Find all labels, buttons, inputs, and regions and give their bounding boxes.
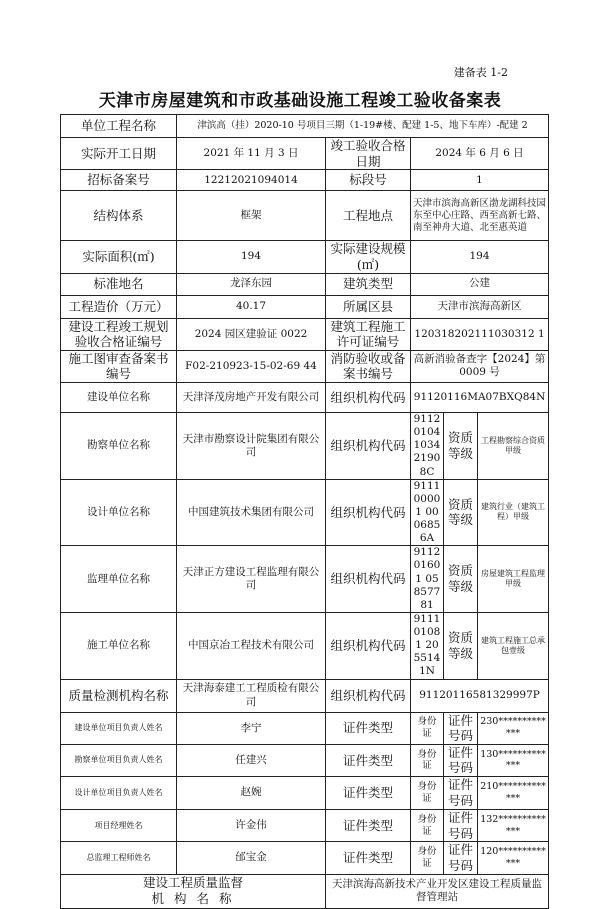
row-drawing [61, 350, 549, 382]
person-survey-no: 130************* [478, 744, 549, 776]
person-survey-name: 任建兴 [177, 744, 326, 776]
survey-unit-qual-label: 资质等级 [444, 413, 478, 480]
row-planning [61, 318, 549, 350]
person-pm-type: 身份证 [411, 810, 444, 842]
planning-cert-label: 建设工程竣工规划验收合格证编号 [61, 318, 177, 350]
testing-unit-name: 天津海泰建工工程质检有限公司 [177, 679, 326, 712]
contractor-unit-qual-label: 资质等级 [444, 612, 478, 679]
owner-unit-label: 建设单位名称 [61, 383, 177, 413]
row-person-owner [61, 712, 549, 744]
survey-unit-name: 天津市勘察设计院集团有限公司 [177, 413, 326, 480]
person-pm-no: 132************* [478, 810, 549, 842]
row-dates [61, 138, 549, 170]
cost-label: 工程造价（万元） [61, 295, 177, 318]
person-owner-type: 身份证 [411, 712, 444, 744]
structure-label: 结构体系 [61, 191, 177, 241]
bid-record-label: 招标备案号 [61, 170, 177, 191]
contractor-unit-code-label: 组织机构代码 [326, 612, 411, 679]
person-design-type-label: 证件类型 [326, 777, 411, 810]
row-standard-name [61, 273, 549, 295]
design-unit-qual: 建筑行业（建筑工程）甲级 [478, 479, 549, 546]
design-unit-qual-label: 资质等级 [444, 479, 478, 546]
owner-unit-name: 天津泽茂房地产开发有限公司 [177, 383, 326, 413]
fire-acceptance-label: 消防验收或备案书编号 [326, 350, 411, 382]
supervision-unit-qual-label: 资质等级 [444, 546, 478, 613]
design-unit-code: 911100001 0006856A [411, 479, 444, 546]
person-survey-type: 身份证 [411, 744, 444, 776]
building-type-label: 建筑类型 [326, 273, 411, 295]
row-person-pm [61, 810, 549, 842]
project-name-label: 单位工程名称 [61, 115, 177, 138]
start-date-value: 2021 年 11 月 3 日 [177, 138, 326, 170]
bid-record-value: 12212021094014 [177, 170, 326, 191]
section-no-value: 1 [411, 170, 549, 191]
row-supervision-unit [61, 546, 549, 613]
contractor-unit-name: 中国京冶工程技术有限公司 [177, 612, 326, 679]
drawing-review-label: 施工图审查备案书编号 [61, 350, 177, 382]
cost-value: 40.17 [177, 295, 326, 318]
row-structure [61, 191, 549, 241]
supervision-unit-label: 监理单位名称 [61, 546, 177, 613]
person-chief-no-label: 证件号码 [444, 842, 478, 874]
person-owner-label: 建设单位项目负责人姓名 [61, 712, 177, 744]
row-person-design [61, 777, 549, 810]
row-person-chief-supervisor [61, 842, 549, 874]
quality-supervision-label [61, 874, 326, 908]
row-area [61, 241, 549, 273]
person-survey-label: 勘察单位项目负责人姓名 [61, 744, 177, 776]
project-name-value: 津滨高（挂）2020-10 号项目三期（1-19#楼、配建 1-5、地下车库）-配建 2 [177, 115, 549, 138]
quality-supervision-value: 天津滨海高新技术产业开发区建设工程质量监督管理站 [326, 874, 549, 908]
person-survey-type-label: 证件类型 [326, 744, 411, 776]
design-unit-name: 中国建筑技术集团有限公司 [177, 479, 326, 546]
acceptance-date-label: 竣工验收合格日期 [326, 138, 411, 170]
person-pm-label: 项目经理姓名 [61, 810, 177, 842]
owner-unit-code-label: 组织机构代码 [326, 383, 411, 413]
contractor-unit-code: 911101081 2055141N [411, 612, 444, 679]
survey-unit-code: 91120104103421908C [411, 413, 444, 480]
district-label: 所属区县 [326, 295, 411, 318]
person-chief-type: 身份证 [411, 842, 444, 874]
testing-unit-code-label: 组织机构代码 [326, 679, 411, 712]
construction-permit-label: 建筑工程施工许可证编号 [326, 318, 411, 350]
scale-value: 194 [411, 241, 549, 273]
row-quality-supervision [61, 874, 549, 908]
start-date-label: 实际开工日期 [61, 138, 177, 170]
row-project-name [61, 115, 549, 138]
structure-value: 框架 [177, 191, 326, 241]
location-label: 工程地点 [326, 191, 411, 241]
person-owner-name: 李宁 [177, 712, 326, 744]
person-chief-no: 120************* [478, 842, 549, 874]
person-design-no: 210************* [478, 777, 549, 810]
owner-unit-code: 91120116MA07BXQ84N [411, 383, 549, 413]
survey-unit-code-label: 组织机构代码 [326, 413, 411, 480]
supervision-unit-name: 天津正方建设工程监理有限公司 [177, 546, 326, 613]
person-chief-label: 总监理工程师姓名 [61, 842, 177, 874]
row-design-unit [61, 479, 549, 546]
person-owner-no: 230************* [478, 712, 549, 744]
person-design-type: 身份证 [411, 777, 444, 810]
person-design-no-label: 证件号码 [444, 777, 478, 810]
design-unit-label: 设计单位名称 [61, 479, 177, 546]
row-bid [61, 170, 549, 191]
page-title: 天津市房屋建筑和市政基础设施工程竣工验收备案表 [98, 91, 502, 111]
person-chief-name: 邰宝金 [177, 842, 326, 874]
person-owner-no-label: 证件号码 [444, 712, 478, 744]
survey-unit-qual: 工程勘察综合资质甲级 [478, 413, 549, 480]
row-contractor-unit [61, 612, 549, 679]
row-survey-unit [61, 413, 549, 480]
person-owner-type-label: 证件类型 [326, 712, 411, 744]
form-number: 建备表 1-2 [453, 66, 508, 79]
row-person-survey [61, 744, 549, 776]
record-table [60, 114, 549, 909]
person-pm-no-label: 证件号码 [444, 810, 478, 842]
scale-label: 实际建设规模(㎡) [326, 241, 411, 273]
row-testing-unit [61, 679, 549, 712]
supervision-unit-code: 911201601 05857781 [411, 546, 444, 613]
district-value: 天津市滨海高新区 [411, 295, 549, 318]
design-unit-code-label: 组织机构代码 [326, 479, 411, 546]
supervision-unit-qual: 房屋建筑工程监理甲级 [478, 546, 549, 613]
survey-unit-label: 勘察单位名称 [61, 413, 177, 480]
person-design-name: 赵婉 [177, 777, 326, 810]
construction-permit-value: 120318202111030312 1 [411, 318, 549, 350]
testing-unit-label: 质量检测机构名称 [61, 679, 177, 712]
quality-supervision-label-line1: 建设工程质量监督 [142, 875, 243, 891]
building-type-value: 公建 [411, 273, 549, 295]
person-chief-type-label: 证件类型 [326, 842, 411, 874]
standard-name-label: 标准地名 [61, 273, 177, 295]
person-survey-no-label: 证件号码 [444, 744, 478, 776]
drawing-review-value: F02-210923-15-02-69 44 [177, 350, 326, 382]
section-no-label: 标段号 [326, 170, 411, 191]
area-value: 194 [177, 241, 326, 273]
area-label: 实际面积(㎡) [61, 241, 177, 273]
row-owner-unit [61, 383, 549, 413]
person-pm-type-label: 证件类型 [326, 810, 411, 842]
standard-name-value: 龙泽东园 [177, 273, 326, 295]
contractor-unit-qual: 建筑工程施工总承包壹级 [478, 612, 549, 679]
fire-acceptance-value: 高新消验备查字【2024】第 0009 号 [411, 350, 549, 382]
location-value: 天津市滨海高新区渤龙湖科技园东至中心庄路、西至高新七路、南至神舟大道、北至惠英道 [411, 191, 549, 241]
person-design-label: 设计单位项目负责人姓名 [61, 777, 177, 810]
quality-supervision-label-line2: 机 构 名 称 [151, 891, 235, 906]
row-cost [61, 295, 549, 318]
contractor-unit-label: 施工单位名称 [61, 612, 177, 679]
planning-cert-value: 2024 园区建验证 0022 [177, 318, 326, 350]
supervision-unit-code-label: 组织机构代码 [326, 546, 411, 613]
acceptance-date-value: 2024 年 6 月 6 日 [411, 138, 549, 170]
person-pm-name: 许金伟 [177, 810, 326, 842]
testing-unit-code: 91120116581329997P [411, 679, 549, 712]
